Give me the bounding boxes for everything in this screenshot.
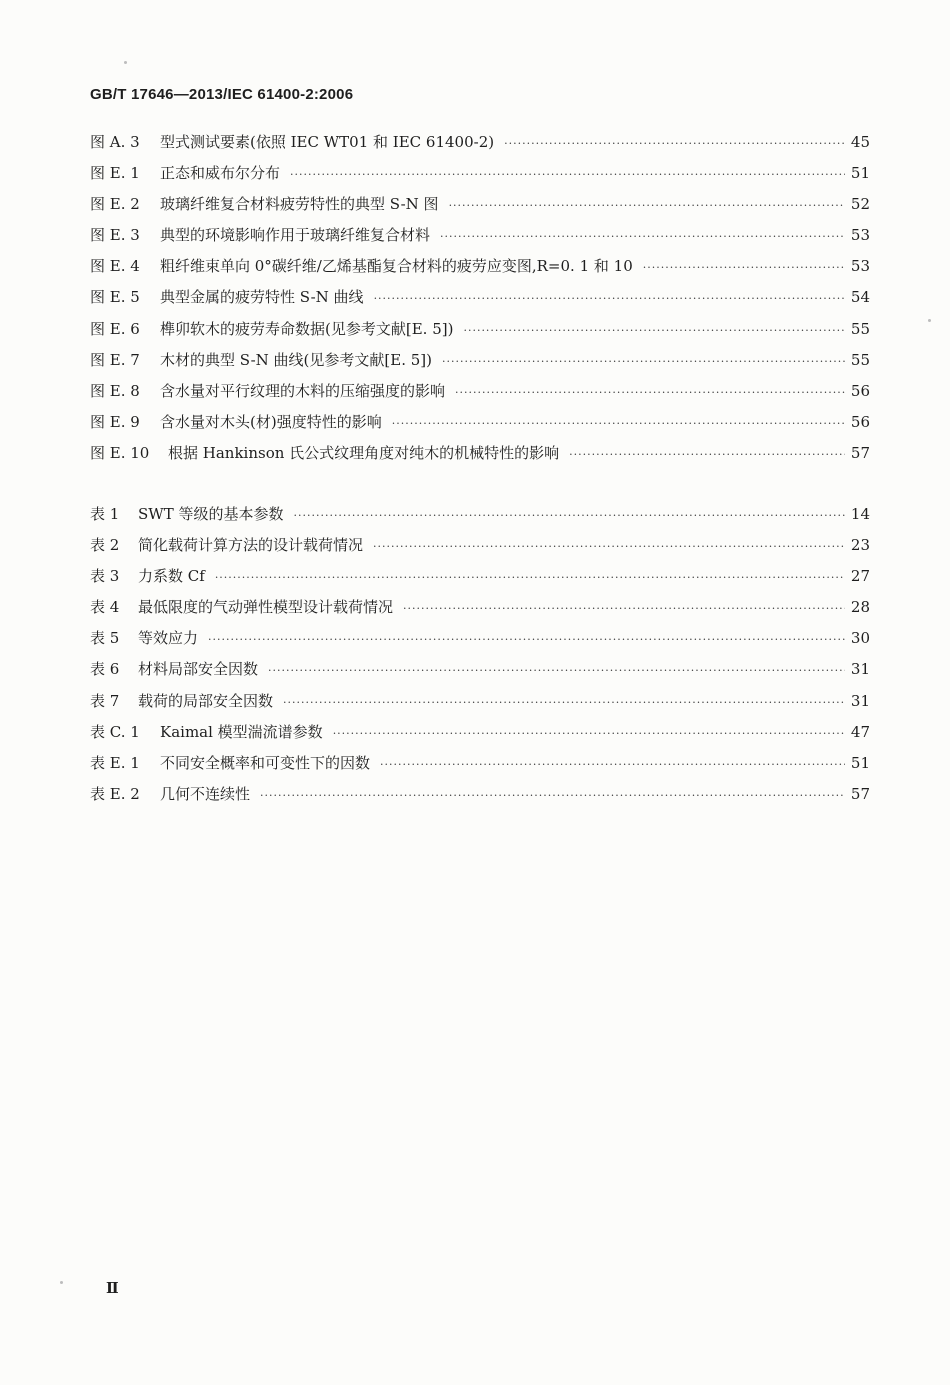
entry-page: 31 [850, 691, 870, 710]
dot-leader [463, 324, 844, 337]
dot-leader [373, 540, 845, 553]
entry-title: 玻璃纤维复合材料疲劳特性的典型 S-N 图 [160, 195, 439, 214]
dot-leader [643, 261, 845, 274]
entry-title: 木材的典型 S-N 曲线(见参考文献[E. 5]) [160, 350, 432, 369]
entry-title: 材料局部安全因数 [138, 660, 259, 679]
entry-number: 图 E. 6 [90, 319, 140, 338]
toc-entry[interactable] [90, 442, 870, 473]
entry-title: 粗纤维束单向 0°碳纤维/乙烯基酯复合材料的疲劳应变图,R=0. 1 和 10 [160, 257, 633, 276]
entry-title: Kaimal 模型湍流谱参数 [160, 722, 323, 741]
toc-entry[interactable] [90, 503, 870, 534]
dot-leader [215, 571, 845, 584]
toc-entry[interactable] [90, 721, 870, 752]
entry-page: 14 [850, 505, 870, 523]
entry-title: 最低限度的气动弹性模型设计载荷情况 [138, 598, 394, 617]
entry-number: 表 6 [90, 660, 120, 679]
entry-number: 表 C. 1 [90, 722, 140, 741]
dot-leader [283, 696, 845, 709]
toc-entry[interactable] [90, 534, 870, 565]
scan-speck [124, 61, 127, 64]
dot-leader [392, 417, 845, 430]
entry-page: 57 [850, 784, 870, 803]
entry-page: 56 [850, 412, 870, 431]
table-list [90, 503, 870, 814]
toc-entry[interactable] [90, 380, 870, 411]
entry-number: 图 E. 2 [90, 195, 140, 214]
toc-entry[interactable] [90, 783, 870, 814]
entry-title: 含水量对平行纹理的木料的压缩强度的影响 [160, 381, 446, 400]
entry-number: 表 7 [90, 691, 120, 710]
scan-speck [928, 319, 931, 322]
entry-page: 54 [850, 288, 870, 307]
toc-entry[interactable] [90, 255, 870, 286]
entry-title: 力系数 Cf [138, 567, 205, 586]
entry-title: 不同安全概率和可变性下的因数 [160, 753, 371, 772]
entry-number: 图 E. 1 [90, 164, 140, 183]
entry-number: 图 A. 3 [90, 133, 140, 151]
entry-number: 图 E. 3 [90, 226, 140, 245]
dot-leader [268, 664, 845, 677]
entry-number: 图 E. 10 [90, 443, 150, 462]
entry-page: 51 [850, 164, 870, 183]
toc-entry[interactable] [90, 596, 870, 627]
entry-number: 表 1 [90, 505, 120, 523]
dot-leader [442, 355, 845, 368]
entry-page: 51 [850, 753, 870, 772]
entry-number: 表 E. 2 [90, 784, 140, 803]
entry-title: 载荷的局部安全因数 [138, 691, 274, 710]
entry-number: 表 3 [90, 567, 120, 586]
figure-list [90, 131, 870, 473]
toc-entry[interactable] [90, 411, 870, 442]
entry-page: 53 [850, 226, 870, 245]
toc-entry[interactable] [90, 193, 870, 224]
entry-number: 图 E. 7 [90, 350, 140, 369]
entry-title: 型式测试要素(依照 IEC WT01 和 IEC 61400-2) [160, 133, 495, 151]
entry-title: 几何不连续性 [160, 784, 251, 803]
scan-speck [60, 1281, 63, 1284]
entry-title: 典型金属的疲劳特性 S-N 曲线 [160, 288, 364, 307]
dot-leader [333, 727, 845, 740]
entry-title: 简化载荷计算方法的设计载荷情况 [138, 536, 364, 555]
entry-page: 31 [850, 660, 870, 679]
entry-number: 表 2 [90, 536, 120, 555]
entry-title: 含水量对木头(材)强度特性的影响 [160, 412, 382, 431]
toc-entry[interactable] [90, 752, 870, 783]
dot-leader [403, 602, 845, 615]
toc-entry[interactable] [90, 286, 870, 317]
toc-entry[interactable] [90, 349, 870, 380]
toc-entry[interactable] [90, 162, 870, 193]
entry-page: 56 [850, 381, 870, 400]
dot-leader [293, 509, 844, 522]
entry-page: 52 [850, 195, 870, 214]
entry-page: 55 [850, 350, 870, 369]
entry-page: 30 [850, 629, 870, 648]
entry-page: 55 [850, 319, 870, 338]
entry-number: 表 4 [90, 598, 120, 617]
entry-page: 53 [850, 257, 870, 276]
document-header: GB/T 17646—2013/IEC 61400-2:2006 [90, 86, 354, 103]
page-number: Ⅱ [106, 1279, 119, 1297]
entry-title: SWT 等级的基本参数 [138, 505, 284, 523]
entry-page: 27 [850, 567, 870, 586]
dot-leader [208, 633, 845, 646]
entry-title: 典型的环境影响作用于玻璃纤维复合材料 [160, 226, 431, 245]
dot-leader [455, 386, 845, 399]
entry-number: 图 E. 4 [90, 257, 140, 276]
entry-page: 23 [850, 536, 870, 555]
entry-title: 榫卯软木的疲劳寿命数据(见参考文献[E. 5]) [160, 319, 454, 338]
entry-number: 表 E. 1 [90, 753, 140, 772]
toc-entry[interactable] [90, 318, 870, 349]
dot-leader [569, 448, 845, 461]
toc-entry[interactable] [90, 224, 870, 255]
dot-leader [440, 230, 845, 243]
toc-entry[interactable] [90, 627, 870, 658]
dot-leader [449, 199, 845, 212]
entry-number: 表 5 [90, 629, 120, 648]
toc-entry[interactable] [90, 658, 870, 689]
entry-page: 57 [850, 443, 870, 462]
toc-entry[interactable] [90, 690, 870, 721]
dot-leader [290, 168, 845, 181]
entry-page: 45 [850, 133, 870, 151]
toc-entry[interactable] [90, 565, 870, 596]
dot-leader [260, 789, 845, 802]
dot-leader [380, 758, 845, 771]
entry-number: 图 E. 9 [90, 412, 140, 431]
entry-title: 根据 Hankinson 氏公式纹理角度对纯木的机械特性的影响 [168, 443, 560, 462]
entry-page: 47 [850, 722, 870, 741]
entry-title: 正态和威布尔分布 [160, 164, 281, 183]
entry-title: 等效应力 [138, 629, 199, 648]
toc-entry[interactable] [90, 131, 870, 162]
entry-page: 28 [850, 598, 870, 617]
dot-leader [504, 137, 845, 150]
entry-number: 图 E. 5 [90, 288, 140, 307]
dot-leader [374, 292, 845, 305]
entry-number: 图 E. 8 [90, 381, 140, 400]
